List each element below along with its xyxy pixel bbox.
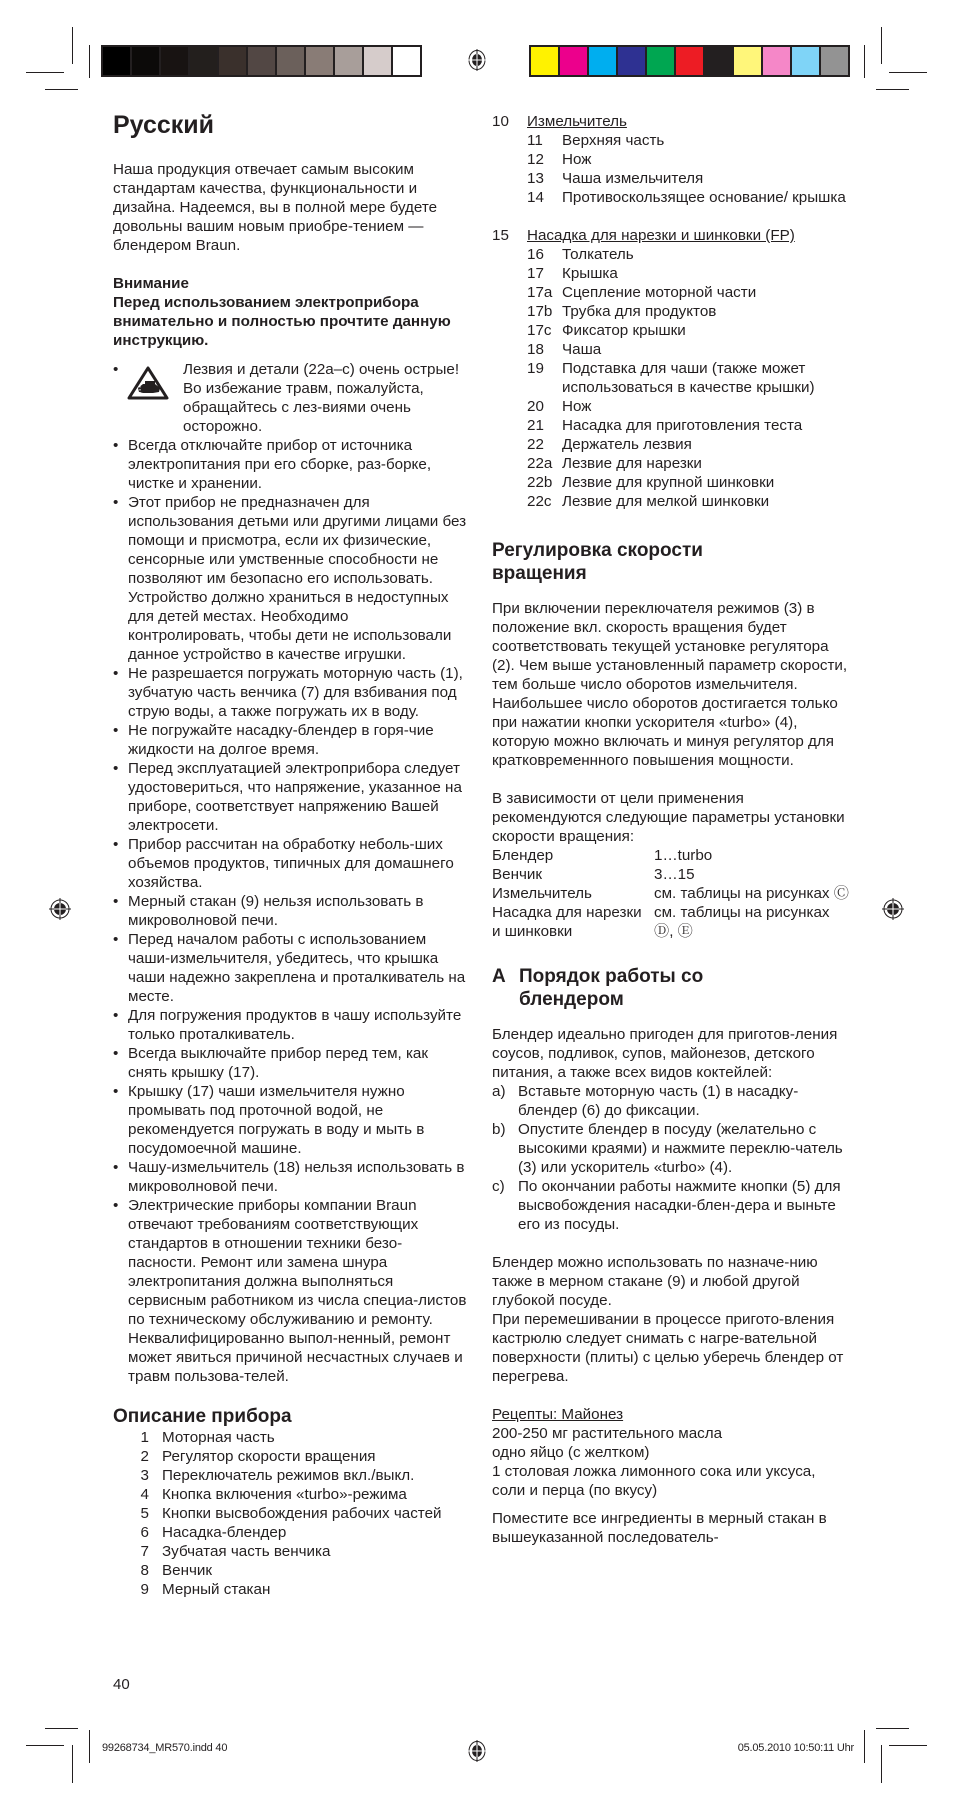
color-swatch (618, 47, 645, 75)
table-row: Измельчитель см. таблицы на рисунках Ⓒ (492, 885, 849, 902)
blender-steps (492, 1082, 852, 1234)
list-item: 20 Нож (527, 398, 592, 415)
list-item: 22 Держатель лезвия (527, 436, 692, 453)
list-item: 17c Фиксатор крышки (527, 322, 686, 339)
list-item: 18 Чаша (527, 341, 602, 358)
slug-file: 99268734_MR570.indd 40 (102, 1742, 228, 1754)
color-swatch (393, 47, 420, 75)
description-heading: Описание прибора (113, 1406, 292, 1427)
registration-mark-icon (466, 49, 488, 71)
safety-item: • Этот прибор не предназначен для использования детьми или другими лицами без помощи и присмотра, если их физические, сенсорные или умственные способности не позволяют им безопасно его использовать. Устройство должно храниться в недоступных для детей местах. Необходимо контролировать, чтобы дети не использовали данное устройство в качестве игрушки. (113, 493, 468, 664)
color-swatch (103, 47, 130, 75)
list-item: 9 Мерный стакан (140, 1581, 271, 1598)
color-swatch (734, 47, 761, 75)
table-row: Насадка для нарезки и шинковки см. таблицы на рисунках Ⓓ, Ⓔ (492, 904, 830, 940)
crop-mark (26, 1745, 64, 1746)
list-item: 7 Зубчатая часть венчика (140, 1543, 331, 1560)
crop-mark (89, 45, 90, 78)
list-item: 22a Лезвие для нарезки (527, 455, 702, 472)
safety-item: • Электрические приборы компании Braun отвечают требованиям соответствующих стандартов в отношении техники безо-пасности. Ремонт или замена шнура электропитания должна выполняться сервисным работником из числа специа-листов по техническому обслуживанию и ремонту. Неквалифицированно выпол-ненный, ремонт может явиться причиной несчастных случаев и травм пользова-телей. (113, 1196, 468, 1386)
crop-mark (89, 1730, 90, 1763)
crop-mark (72, 1745, 73, 1783)
table-row: Блендер 1…turbo (492, 847, 713, 864)
recipe-paragraph: Поместите все ингредиенты в мерный стакан в вышеуказанной последователь- (492, 1510, 827, 1546)
speed-paragraph: В зависимости от цели применения рекомендуются следующие параметры установки скорости вращения: (492, 790, 845, 845)
crop-mark (876, 89, 909, 90)
crop-mark (72, 27, 73, 64)
list-item: 1 Моторная часть (140, 1429, 275, 1446)
list-item: 6 Насадка-блендер (140, 1524, 287, 1541)
blender-paragraph: При перемешивании в процессе пригото-вления кастрюлю следует снимать с нагре-вательной поверхности (плиты) с целью уберечь блендер от перегрева. (492, 1311, 844, 1385)
safety-item: • Крышку (17) чаши измельчителя нужно промывать под проточной водой, не рекомендуется погружать в воду и мыть в посудомоечной машине. (113, 1082, 468, 1158)
list-item: b) Опустите блендер в посуду (желательно с высокими краями) и нажмите переклю-чатель (3) или ускоритель «turbo» (4). (492, 1121, 843, 1176)
crop-mark (864, 45, 865, 78)
registration-mark-icon (466, 1740, 488, 1762)
left-column (113, 110, 468, 1599)
color-swatch (589, 47, 616, 75)
recipe-line: одно яйцо (с желтком) (492, 1444, 650, 1461)
registration-mark-icon (49, 898, 71, 920)
color-swatch (306, 47, 333, 75)
crop-mark (881, 27, 882, 64)
list-item: 14 Противоскользящее основание/ крышка (527, 189, 846, 206)
color-swatch (560, 47, 587, 75)
speed-params-table (492, 846, 852, 941)
crop-mark (45, 1728, 78, 1729)
crop-mark (26, 72, 64, 73)
color-swatch (277, 47, 304, 75)
safety-item: • Всегда отключайте прибор от источника электропитания при его сборке, раз-борке, чистке и хранении. (113, 436, 468, 493)
chopper-group (492, 112, 852, 207)
list-item: 22b Лезвие для крупной шинковки (527, 474, 775, 491)
safety-item: • Мерный стакан (9) нельзя использовать в микроволновой печи. (113, 892, 468, 930)
page-title: Русский (113, 111, 215, 139)
color-swatch (219, 47, 246, 75)
safety-item: • Не погружайте насадку-блендер в горя-чие жидкости на долгое время. (113, 721, 468, 759)
crop-mark (876, 1728, 909, 1729)
table-row: Венчик 3…15 (492, 866, 695, 883)
recipe-line: 1 столовая ложка лимонного сока или уксуса, соли и перца (по вкусу) (492, 1463, 816, 1499)
safety-item: • Лезвия и детали (22a–c) очень острые! Во избежание травм, пожалуйста, обращайтесь с лез-виями очень осторожно. (113, 360, 468, 436)
recipe-heading: Рецепты: Майонез (492, 1406, 624, 1423)
color-swatch (647, 47, 674, 75)
color-swatch (676, 47, 703, 75)
grayscale-color-bar (101, 45, 422, 77)
color-swatch (705, 47, 732, 75)
recipe-line: 200-250 мг растительного масла (492, 1425, 723, 1442)
list-item: 4 Кнопка включения «turbo»-режима (140, 1486, 407, 1503)
color-swatch (364, 47, 391, 75)
color-swatch (821, 47, 848, 75)
safety-item: • Не разрешается погружать моторную часть (1), зубчатую часть венчика (7) для взбивания под струю воды, а также погружать их в воду. (113, 664, 468, 721)
blender-heading: A Порядок работы со блендером (492, 966, 704, 1010)
list-item: 12 Нож (527, 151, 592, 168)
speed-heading: Регулировка скорости вращения (492, 540, 703, 584)
list-item: 17 Крышка (527, 265, 618, 282)
page-number: 40 (113, 1676, 130, 1693)
safety-item: • Всегда выключайте прибор перед тем, как снять крышку (17). (113, 1044, 468, 1082)
list-item: 10 Измельчитель (492, 113, 627, 130)
color-swatch (190, 47, 217, 75)
color-swatch (132, 47, 159, 75)
right-column (492, 112, 852, 1547)
color-swatch (248, 47, 275, 75)
registration-mark-icon (882, 898, 904, 920)
list-item: 5 Кнопки высвобождения рабочих частей (140, 1505, 442, 1522)
list-item: 21 Насадка для приготовления теста (527, 417, 803, 434)
color-swatch (763, 47, 790, 75)
food-processor-group (492, 226, 852, 511)
crop-mark (889, 72, 927, 73)
list-item: 13 Чаша измельчителя (527, 170, 704, 187)
process-color-bar (529, 45, 850, 77)
attention-heading: Внимание (113, 275, 189, 292)
color-swatch (531, 47, 558, 75)
list-item: 8 Венчик (140, 1562, 213, 1579)
list-item: 3 Переключатель режимов вкл./выкл. (140, 1467, 415, 1484)
safety-item: • Прибор рассчитан на обработку неболь-ших объемов продуктов, типичных для домашнего хозяйства. (113, 835, 468, 892)
list-item: c) По окончании работы нажмите кнопки (5) для высвобождения насадки-блен-дера и выньте его из посуды. (492, 1178, 841, 1233)
safety-item: • Перед эксплуатацией электроприбора следует удостовериться, что напряжение, указанное на приборе, соответствует напряжению Вашей электросети. (113, 759, 468, 835)
slug-date: 05.05.2010 10:50:11 Uhr (737, 1742, 854, 1754)
list-item: 17b Трубка для продуктов (527, 303, 717, 320)
speed-paragraph: При включении переключателя режимов (3) в положение вкл. скорость вращения будет соответствовать текущей установке регулятора (2). Чем выше установленный параметр скорости, тем больше число оборотов измельчителя. (492, 600, 848, 693)
list-item: 19 Подставка для чаши (также может использоваться в качестве крышки) (527, 360, 815, 396)
safety-item: • Для погружения продуктов в чашу используйте только проталкиватель. (113, 1006, 468, 1044)
attention-text: Перед использованием электроприбора внимательно и полностью прочтите данную инструкцию. (113, 294, 451, 349)
blender-paragraph: Блендер идеально пригоден для приготов-ления соусов, подливок, супов, майонезов, детского питания, а также всех видов коктейлей: (492, 1026, 838, 1081)
crop-mark (881, 1745, 882, 1783)
color-swatch (335, 47, 362, 75)
list-item: a) Вставьте моторную часть (1) в насадку-блендер (6) до фиксации. (492, 1083, 799, 1119)
safety-list (113, 360, 468, 1386)
description-list (113, 1428, 468, 1599)
blender-paragraph: Блендер можно использовать по назначе-нию также в мерном стакане (9) и любой другой глубокой посуде. (492, 1254, 818, 1309)
list-item: 2 Регулятор скорости вращения (140, 1448, 376, 1465)
list-item: 11 Верхняя часть (527, 132, 665, 149)
hand-blade-warning-icon (127, 366, 169, 400)
color-swatch (792, 47, 819, 75)
crop-mark (889, 1745, 927, 1746)
safety-item: • Чашу-измельчитель (18) нельзя использовать в микроволновой печи. (113, 1158, 468, 1196)
speed-paragraph: Наибольшее число оборотов достигается только при нажатии кнопки ускорителя «turbo» (4), которую можно включать и минуя регулятор для кратковременнного повышения мощности. (492, 695, 838, 769)
list-item: 15 Насадка для нарезки и шинковки (FP) (492, 227, 795, 244)
list-item: 22c Лезвие для мелкой шинковки (527, 493, 770, 510)
intro-paragraph: Наша продукция отвечает самым высоким стандартам качества, функциональности и дизайна. Надеемся, вы в полной мере будете довольны вашим новым приобре-тением — блендером Braun. (113, 161, 438, 254)
crop-mark (45, 89, 78, 90)
list-item: 16 Толкатель (527, 246, 634, 263)
color-swatch (161, 47, 188, 75)
crop-mark (864, 1730, 865, 1763)
list-item: 17a Сцепление моторной части (527, 284, 757, 301)
safety-item: • Перед началом работы с использованием чаши-измельчителя, убедитесь, что крышка чаши надежно закреплена и проталкиватель на месте. (113, 930, 468, 1006)
